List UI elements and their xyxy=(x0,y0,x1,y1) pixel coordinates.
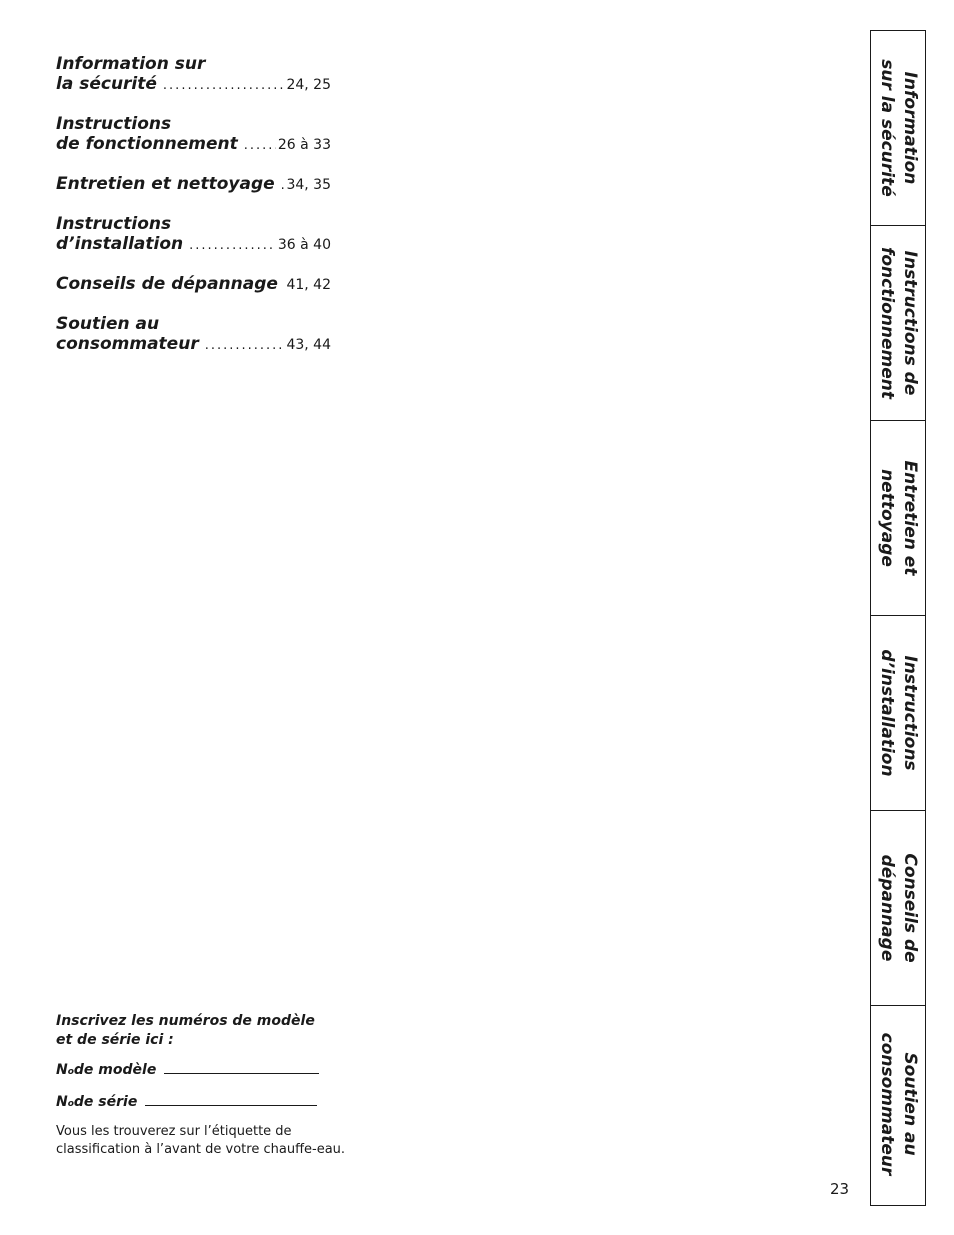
toc-pages: 36 à 40 xyxy=(277,237,331,253)
toc-title: la sécurité xyxy=(56,74,157,94)
toc-entry-installation[interactable] xyxy=(56,214,331,255)
notes-heading: Inscrivez les numéros de modèle et de série ici : xyxy=(56,1013,315,1048)
toc-pages: 41, 42 xyxy=(286,277,331,293)
section-tabs xyxy=(870,30,926,1206)
toc-title: Information sur xyxy=(56,54,206,74)
toc-entry-entretien[interactable] xyxy=(56,174,331,195)
toc-title: Conseils de dépannage xyxy=(56,274,278,294)
tab-fonctionnement[interactable]: Instructions de fonctionnement xyxy=(871,226,925,421)
toc-pages: 26 à 33 xyxy=(277,137,331,153)
serial-number-blank[interactable] xyxy=(145,1091,317,1106)
toc-title: Instructions xyxy=(56,114,172,134)
tab-depannage[interactable]: Conseils de dépannage xyxy=(871,811,925,1006)
toc-leader-dots xyxy=(205,338,285,353)
toc-title: consommateur xyxy=(56,334,199,354)
table-of-contents xyxy=(56,54,331,374)
toc-entry-soutien[interactable] xyxy=(56,314,331,355)
toc-pages: 24, 25 xyxy=(286,77,331,93)
tab-soutien[interactable]: Soutien au consommateur xyxy=(877,1032,920,1175)
toc-title: Soutien au xyxy=(56,314,160,334)
tab-entretien[interactable]: Entretien et nettoyage xyxy=(871,421,925,616)
notes-instructions: Vous les trouverez sur l’étiquette de classification à l’avant de votre chauffe-eau. xyxy=(56,1124,346,1157)
toc-title: Instructions xyxy=(56,214,172,234)
toc-entry-fonctionnement[interactable] xyxy=(56,114,331,155)
page-number: 23 xyxy=(830,1180,850,1198)
toc-leader-dots xyxy=(284,278,285,293)
toc-title: de fonctionnement xyxy=(56,134,238,154)
toc-leader-dots xyxy=(189,238,276,253)
toc-leader-dots xyxy=(163,78,285,93)
toc-pages: 43, 44 xyxy=(286,337,331,353)
toc-leader-dots xyxy=(244,138,276,153)
tab-securite[interactable]: Information sur la sécurité xyxy=(871,31,925,226)
model-serial-notes xyxy=(56,1012,346,1159)
toc-pages: 34, 35 xyxy=(286,177,331,193)
toc-leader-dots xyxy=(281,178,285,193)
model-number-field: N o de modèle xyxy=(56,1059,346,1082)
tab-installation[interactable]: Instructions d’installation xyxy=(871,616,925,811)
toc-entry-securite[interactable] xyxy=(56,54,331,95)
toc-title: Entretien et nettoyage xyxy=(56,174,275,194)
serial-number-field: N o de série xyxy=(56,1091,346,1114)
model-number-blank[interactable] xyxy=(164,1059,319,1074)
toc-title: d’installation xyxy=(56,234,184,254)
toc-entry-depannage[interactable] xyxy=(56,274,331,295)
